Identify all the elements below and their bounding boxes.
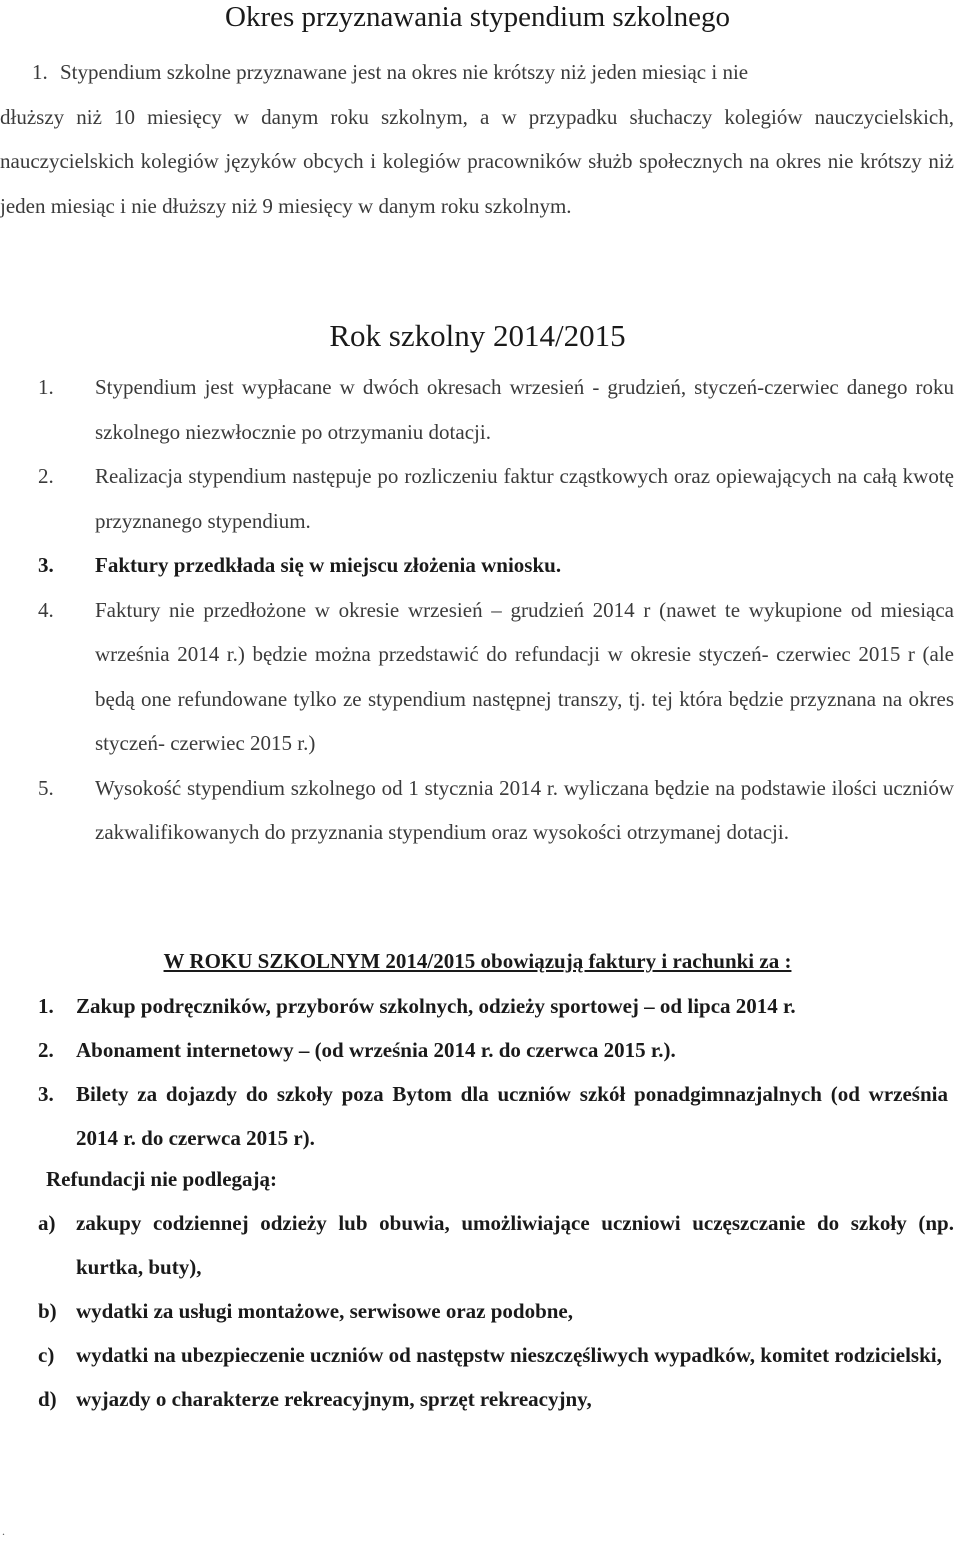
item-letter: c) — [38, 1343, 55, 1367]
list-item — [38, 984, 948, 1028]
list-item — [38, 543, 954, 588]
list-item — [38, 1028, 948, 1072]
intro-text-rest: dłuższy niż 10 miesięcy w danym roku szkolnym, a w przypadku słuchaczy kolegiów nauczycielskich, nauczycielskich kolegiów języków obcych i kolegiów pracowników służb społecznych na okres nie krótszy niż jeden miesiąc i nie dłuższy niż 9 miesięcy w danym roku szkolnym. — [0, 104, 954, 218]
item-letter: a) — [38, 1211, 56, 1235]
list-item — [38, 588, 954, 766]
list-item — [38, 1289, 954, 1333]
item-number: 2. — [38, 464, 54, 488]
item-text: wydatki za usługi montażowe, serwisowe oraz podobne, — [76, 1299, 573, 1323]
item-number: 3. — [38, 553, 54, 577]
list-item — [38, 1072, 948, 1160]
intro-number: 1. — [32, 60, 48, 84]
item-text: wydatki na ubezpieczenie uczniów od następstw nieszczęśliwych wypadków, komitet rodzicielski, — [76, 1343, 942, 1367]
item-number: 3. — [38, 1082, 54, 1106]
valid-invoices-heading: W ROKU SZKOLNYM 2014/2015 obowiązują faktury i rachunki za : — [163, 949, 792, 973]
item-number: 1. — [38, 994, 54, 1018]
non-refundable-heading: Refundacji nie podlegają: — [46, 1167, 277, 1191]
rules-list — [38, 365, 954, 855]
list-item — [38, 1201, 954, 1289]
valid-items-list — [38, 984, 948, 1160]
item-letter: b) — [38, 1299, 57, 1323]
item-number: 1. — [38, 375, 54, 399]
list-item — [38, 766, 954, 855]
item-text: Abonament internetowy – (od września 2014 r. do czerwca 2015 r.). — [76, 1038, 676, 1062]
intro-paragraph — [0, 50, 954, 228]
page-title: Okres przyznawania stypendium szkolnego — [225, 1, 730, 33]
item-text: Wysokość stypendium szkolnego od 1 stycznia 2014 r. wyliczana będzie na podstawie ilości uczniów zakwalifikowanych do przyznania stypendium oraz wysokości otrzymanej dotacji. — [95, 775, 954, 844]
item-text: Faktury przedkłada się w miejscu złożenia wniosku. — [95, 553, 562, 577]
item-letter: d) — [38, 1387, 57, 1411]
item-text: Faktury nie przedłożone w okresie wrzesień – grudzień 2014 r (nawet te wykupione od miesiąca września 2014 r.) będzie można przedstawić do refundacji w okresie styczeń- czerwiec 2015 r (ale będą one refundowane tylko ze stypendium następnej transzy, tj. tej która będzie przyznana na okres styczeń- czerwiec 2015 r.) — [95, 597, 954, 755]
item-text: wyjazdy o charakterze rekreacyjnym, sprzęt rekreacyjny, — [76, 1387, 592, 1411]
list-item — [38, 1333, 954, 1377]
excluded-items-list — [38, 1201, 954, 1421]
item-number: 5. — [38, 775, 54, 800]
item-number: 4. — [38, 597, 54, 622]
item-text: Stypendium jest wypłacane w dwóch okresach wrzesień - grudzień, styczeń-czerwiec danego roku szkolnego niezwłocznie po otrzymaniu dotacji. — [95, 375, 954, 444]
item-text: Realizacja stypendium następuje po rozliczeniu faktur cząstkowych oraz opiewających na całą kwotę przyznanego stypendium. — [95, 464, 954, 533]
item-text: Bilety za dojazdy do szkoły poza Bytom dla uczniów szkół ponadgimnazjalnych (od września 2014 r. do czerwca 2015 r). — [76, 1082, 948, 1150]
list-item — [38, 365, 954, 454]
item-text: Zakup podręczników, przyborów szkolnych, odzieży sportowej – od lipca 2014 r. — [76, 994, 796, 1018]
item-text: zakupy codziennej odzieży lub obuwia, umożliwiające uczniowi uczęszczanie do szkoły (np. kurtka, buty), — [76, 1211, 954, 1279]
list-item — [38, 454, 954, 543]
item-number: 2. — [38, 1038, 54, 1062]
section-title: Rok szkolny 2014/2015 — [329, 318, 626, 353]
footer-mark: . — [2, 1524, 5, 1538]
intro-text-first: Stypendium szkolne przyznawane jest na okres nie krótszy niż jeden miesiąc i nie — [60, 60, 749, 84]
list-item — [38, 1377, 954, 1421]
